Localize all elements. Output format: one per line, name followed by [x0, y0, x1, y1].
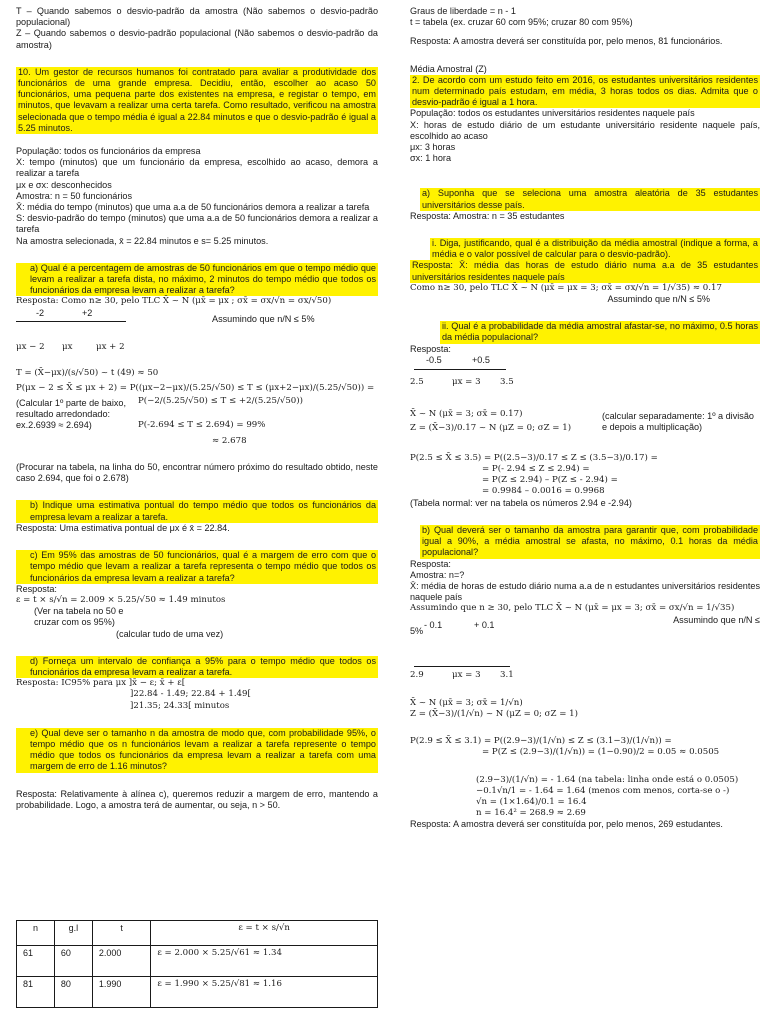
prob-2b-step-2: = P(Z ≤ (2.9−3)/(1/√n)) = (1−0.90)/2 = 0.05 ≈ 0.0505	[482, 747, 720, 758]
rounding-note: (Calcular 1º parte de baixo, resultado arredondado: ex.2.6939 ≈ 2.694)	[16, 398, 126, 431]
assume-2b: Assumindo que n/N ≤	[673, 614, 760, 625]
clt-eq-2b: Assumindo que n ≥ 30, pelo TLC X̄ ~ N (μx̄ = μx = 3; σx̄ = σx/√n = 1/√35)	[410, 603, 735, 614]
normal-xbar-2b: X̄ ~ N (μx̄ = 3; σx̄ = 1/√n)	[410, 697, 523, 708]
number-line-2a: -0.5 +0.5 2.5 μx = 3 3.5	[410, 354, 514, 387]
degrees-freedom: Graus de liberdade = n - 1	[410, 6, 516, 16]
def-x-2: X: horas de estudo diário de um estudante universitário residente naquele país, escolhido ao acaso	[410, 119, 760, 141]
question-2a: a) Suponha que se seleciona uma amostra aleatória de 35 estudantes universitários desse país.	[422, 188, 758, 210]
answer-2a-ii-label: Resposta:	[410, 343, 451, 354]
table-header: t	[92, 921, 151, 946]
solve-step-2: −0.1√n/1 = - 1.64 = 1.64 (menos com menos, corta-se o -)	[476, 785, 730, 796]
answer-2b-label: Resposta:	[410, 558, 451, 569]
number-line-10a: -2 +2 Assumindo que n/N ≤ 5%	[16, 308, 378, 342]
ci-step-3: ]21.35; 24.33[ minutos	[130, 700, 230, 711]
z-standard-2b: Z = (X̄−3)/(1/√n) ~ N (μZ = 0; σZ = 1)	[410, 708, 579, 719]
sample-size-table	[16, 920, 378, 1008]
question-2b: b) Qual deverá ser o tamanho da amostra para garantir que, com probabilidade igual a 90%, a média amostral se afasta, no máximo, 0.1 horas da média populacional?	[422, 524, 758, 558]
table-cell: 2.000	[92, 946, 151, 977]
def-population-2: População: todos os estudantes universitários residentes naquele país	[410, 108, 695, 119]
question-2: 2. De acordo com um estudo feito em 2016, os estudantes universitários residentes num determinado país estudam, em média, 3 horas todos os dias. Admita que o desvio-padrão é igual a 1 hora.	[412, 74, 758, 108]
calc-order-note: (calcular separadamente: 1º a divisão e depois a multiplicação)	[602, 410, 754, 433]
solve-step-3: √n = (1×1.64)/0.1 = 16.4	[476, 796, 587, 807]
table-row	[17, 977, 378, 1008]
answer-2b-final: Resposta: A amostra deverá ser constituída por, pelo menos, 269 estudantes.	[410, 819, 723, 830]
probability-step-4: ≈ 2.678	[212, 436, 247, 447]
table-cell: 81	[17, 977, 55, 1008]
def-s: S: desvio-padrão do tempo (minutos) que uma a.a de 50 funcionários demora a realizar a tarefa	[16, 213, 378, 235]
def-sigma: σx: 1 hora	[410, 153, 451, 164]
answer-10a: Resposta: Como n≥ 30, pelo TLC X̄ ~ N (μx̄ = μx ; σx̄ = σx/√n = σx/√50)	[16, 296, 332, 307]
sample-unknown: Amostra: n=?	[410, 569, 465, 580]
right-column	[410, 6, 760, 831]
table-cell: 1.990	[92, 977, 151, 1008]
answer-2a: Resposta: Amostra: n = 35 estudantes	[410, 210, 565, 221]
intro-z-line: Z – Quando sabemos o desvio-padrão populacional (Não sabemos o desvio-padrão da amostra)	[16, 28, 378, 50]
normal-table-note: (Tabela normal: ver na tabela os números 2.94 e -2.94)	[410, 497, 632, 508]
ci-step-2: ]22.84 - 1.49; 22.84 + 1.49[	[130, 689, 251, 700]
prob-2a-step-1: P(2.5 ≤ X̄ ≤ 3.5) = P((2.5−3)/0.17 ≤ Z ≤ (3.5−3)/0.17) =	[410, 452, 658, 463]
def-population: População: todos os funcionários da empresa	[16, 146, 201, 157]
table-header-row	[17, 921, 378, 946]
table-cell: 61	[17, 946, 55, 977]
error-margin-eq: ε = t × s/√n = 2.009 × 5.25/√50 ≈ 1.49 minutos	[16, 594, 226, 605]
clt-eq-2a: Como n≥ 30, pelo TLC X̄ ~ N (μx̄ = μx = 3; σx̄ = σx/√n = 1/√35) ≈ 0.17	[410, 282, 722, 293]
def-xbar: X̄: média do tempo (minutos) que uma a.a de 50 funcionários demora a realizar a tarefa	[16, 202, 370, 213]
prob-2b-step-1: P(2.9 ≤ X̄ ≤ 3.1) = P((2.9−3)/(1/√n) ≤ Z ≤ (3.1−3)/(1/√n)) =	[410, 736, 672, 747]
table-header: g.l	[54, 921, 92, 946]
table-lookup-note: (Procurar na tabela, na linha do 50, encontrar número próximo do resultado obtido, neste caso 2.694, que foi o 2.678)	[16, 462, 378, 484]
answer-10b: Resposta: Uma estimativa pontual de μx é x̄ = 22.84.	[16, 522, 230, 533]
number-line-2b: 5% - 0.1 + 0.1 2.9 μx = 3 3.1	[410, 619, 514, 680]
question-2a-ii: ii. Qual é a probabilidade da média amostral afastar-se, no máximo, 0.5 horas da média populacional?	[442, 321, 758, 343]
def-params: μx e σx: desconhecidos	[16, 179, 112, 190]
table-cell: 80	[54, 977, 92, 1008]
def-mu: μx: 3 horas	[410, 142, 456, 153]
table-row	[17, 946, 378, 977]
t-table-note: t = tabela (ex. cruzar 60 com 95%; cruzar 80 com 95%)	[410, 17, 633, 28]
z-standard: Z = (X̄−3)/0.17 ~ N (μZ = 0; σZ = 1)	[410, 422, 572, 433]
answer-10e: Resposta: Relativamente à alínea c), queremos reduzir a margem de erro, mantendo a probabilidade. Logo, a amostra terá de aumentar, ou seja, n > 50.	[16, 788, 378, 810]
question-2a-i: i. Diga, justificando, qual é a distribuição da média amostral (indique a forma, a média e o valor possível de calcular para o desvio-padrão).	[432, 238, 758, 260]
def-sample: Amostra: n = 50 funcionários	[16, 190, 133, 201]
answer-10d: Resposta: IC95% para μx ]x̄ − ε; x̄ + ε[	[16, 678, 186, 689]
question-10c: c) Em 95% das amostras de 50 funcionários, qual é a margem de erro com que o tempo médio que levam a realizar a tarefa representa o tempo médio que todos os funcionários da empresa levam a realizar a tarefa?	[16, 550, 378, 584]
answer-10e-final: Resposta: A amostra deverá ser constituída por, pelo menos, 81 funcionários.	[410, 36, 723, 47]
intro-t-line: T – Quando sabemos o desvio-padrão da amostra (Não sabemos o desvio-padrão populacional)	[16, 6, 378, 28]
probability-step-2: P(−2/(5.25/√50) ≤ T ≤ +2/(5.25/√50))	[138, 396, 303, 407]
table-cell: ε = 1.990 × 5.25/√81 ≈ 1.16	[151, 977, 378, 1008]
solve-step-1: (2.9−3)/(1/√n) = - 1.64 (na tabela: linha onde está o 0.0505)	[476, 774, 739, 785]
def-observed: Na amostra selecionada, x̄ = 22.84 minutos e s= 5.25 minutos.	[16, 235, 269, 246]
def-x: X: tempo (minutos) que um funcionário da empresa, escolhido ao acaso, demora a realizar a tarefa	[16, 157, 378, 179]
table-header: n	[17, 921, 55, 946]
t-statistic: T = (X̄−μx)/(s/√50) ~ t (49) ≈ 50	[16, 367, 159, 378]
table-header: ε = t × s/√n	[151, 921, 378, 946]
question-10d: d) Forneça um intervalo de confiança a 95% para o tempo médio que todos os funcionários da empresa levam a realizar a tarefa.	[16, 656, 378, 678]
answer-10c-label: Resposta:	[16, 583, 57, 594]
calc-note: (calcular tudo de uma vez)	[116, 628, 224, 639]
left-column: T – Quando sabemos o desvio-padrão da amostra (Não sabemos o desvio-padrão populacional) Z – Quando sabemos o desvio-padrão populacional (Não sabemos o desvio-padrão da amostra) 10. Um gestor de recursos humanos foi contratado para avaliar a produtividade dos funcionários de uma grande empresa. Decidiu, então, escolher ao acaso 50 funcionários, uma pequena parte dos existentes na empresa, e registar o tempo, em minutos, que levavam a realizar uma certa tarefa. Como resultado, verificou na amostra selecionada que o tempo média é igual a 22.84 minutos e que o desvio-padrão é igual a 5.25 minutos. População: todos os funcionários da empresa X: tempo (minutos) que um funcionário da empresa, escolhido ao acaso, demora a realizar a tarefa μx e σx: desconhecidos Amostra: n = 50 funcionários X̄: média do tempo (minutos) que uma a.a de 50 funcionários demora a realizar a tarefa S: desvio-padrão do tempo (minutos) que uma a.a de 50 funcionários demora a realizar a tarefa Na amostra selecionada, x̄ = 22.84 minutos e s= 5.25 minutos. a) Qual é a percentagem de amostras de 50 funcionários em que o tempo médio que levam a realizar a tarefa dista, no máximo, 2 minutos do tempo médio que todos os funcionários da empresa levam a realizar a tarefa? Resposta: Como n≥ 30, pelo TLC X̄ ~ N (μx̄ = μx ; σx̄ = σx/√n = σx/√50) -2 +2 Assumindo que n/N ≤ 5% μx − 2 μx μx + 2 T = (X̄−μx)/(s/√50) ~ t (49) ≈ 50 P(μx − 2 ≤ X̄ ≤ μx + 2) = P((μx−2−μx)/(5.25/√50) ≤ T ≤ (μx+2−μx)/(5.25/√50)) = (Calcular 1º parte de baixo, resultado arredondado: ex.2.6939 ≈ 2.694) P(−2/(5.25/√50) ≤ T ≤ +2/(5.25/√50)) P(-2.694 ≤ T ≤ 2.694) = 99% ≈ 2.678 (Procurar na tabela, na linha do 50, encontrar número próximo do resultado obtido, neste caso 2.694, que foi o 2.678) b) Indique uma estimativa pontual do tempo médio que todos os funcionários da empresa levam a realizar a tarefa. Resposta: Uma estimativa pontual de μx é x̄ = 22.84. c) Em 95% das amostras de 50 funcionários, qual é a margem de erro com que o tempo médio que levam a realizar a tarefa representa o tempo médio que todos os funcionários da empresa levam a realizar a tarefa? Resposta: ε = t × s/√n = 2.009 × 5.25/√50 ≈ 1.49 minutos (Ver na tabela no 50 e cruzar com os 95%) (calcular tudo de uma vez) d) Forneça um intervalo de confiança a 95% para o tempo médio que todos os funcionários da empresa levam a realizar a tarefa. Resposta: IC95% para μx ]x̄ − ε; x̄ + ε[ ]22.84 - 1.49; 22.84 + 1.49[ ]21.35; 24.33[ minutos e) Qual deve ser o tamanho n da amostra de modo que, com probabilidade 95%, o tempo médio que os n funcionários levam a realizar a tarefa represente o tempo médio que todos os funcionários da empresa levam a realizar a tarefa com uma margem de erro de 1.16 minutos? Resposta: Relativamente à alínea c), queremos reduzir a margem de erro, mantendo a probabilidade. Logo, a amostra terá de aumentar, ou seja, n > 50.	[16, 6, 378, 810]
table-cell: 60	[54, 946, 92, 977]
assume-2a: Assumindo que n/N ≤ 5%	[607, 294, 710, 305]
question-10a: a) Qual é a percentagem de amostras de 50 funcionários em que o tempo médio que levam a realizar a tarefa dista, no máximo, 2 minutos do tempo médio que todos os funcionários da empresa levam a realizar a tarefa?	[16, 263, 378, 297]
answer-2a-i: Resposta: X̄: média das horas de estudo diário numa a.a de 35 estudantes universitários residentes naquele país	[412, 260, 758, 282]
question-10: 10. Um gestor de recursos humanos foi contratado para avaliar a produtividade dos funcionários de uma grande empresa. Decidiu, então, escolher ao acaso 50 funcionários, uma pequena parte dos existentes na empresa, e registar o tempo, em minutos, que levavam a realizar uma certa tarefa. Como resultado, verificou na amostra selecionada que o tempo média é igual a 22.84 minutos e que o desvio-padrão é igual a 5.25 minutos.	[18, 66, 376, 133]
error-margin-note: (Ver na tabela no 50 e cruzar com os 95%)	[34, 606, 124, 628]
def-xbar-2b: X̄: média de horas de estudo diário numa a.a de n estudantes universitários residentes naquele país	[410, 580, 760, 603]
normal-xbar: X̄ ~ N (μx̄ = 3; σx̄ = 0.17)	[410, 408, 523, 419]
solve-step-4: n = 16.4² = 268.9 ≈ 2.69	[476, 808, 586, 819]
prob-2a-step-3: = P(Z ≤ 2.94) – P(Z ≤ - 2.94) =	[482, 475, 618, 486]
question-10e: e) Qual deve ser o tamanho n da amostra de modo que, com probabilidade 95%, o tempo médio que os n funcionários levam a realizar a tarefa represente o tempo médio que todos os funcionários da empresa levam a realizar a tarefa com uma margem de erro de 1.16 minutos?	[16, 728, 378, 773]
prob-2a-step-4: = 0.9984 – 0.0016 = 0.9968	[482, 486, 605, 497]
probability-step-1: P(μx − 2 ≤ X̄ ≤ μx + 2) = P((μx−2−μx)/(5.25/√50) ≤ T ≤ (μx+2−μx)/(5.25/√50)) =	[16, 382, 375, 393]
question-10b: b) Indique uma estimativa pontual do tempo médio que todos os funcionários da empresa levam a realizar a tarefa.	[16, 500, 378, 522]
probability-step-3: P(-2.694 ≤ T ≤ 2.694) = 99%	[138, 420, 266, 431]
table-cell: ε = 2.000 × 5.25/√61 ≈ 1.34	[151, 946, 378, 977]
prob-2a-step-2: = P(- 2.94 ≤ Z ≤ 2.94) =	[482, 464, 590, 475]
section-title: Média Amostral (Z)	[410, 63, 487, 74]
